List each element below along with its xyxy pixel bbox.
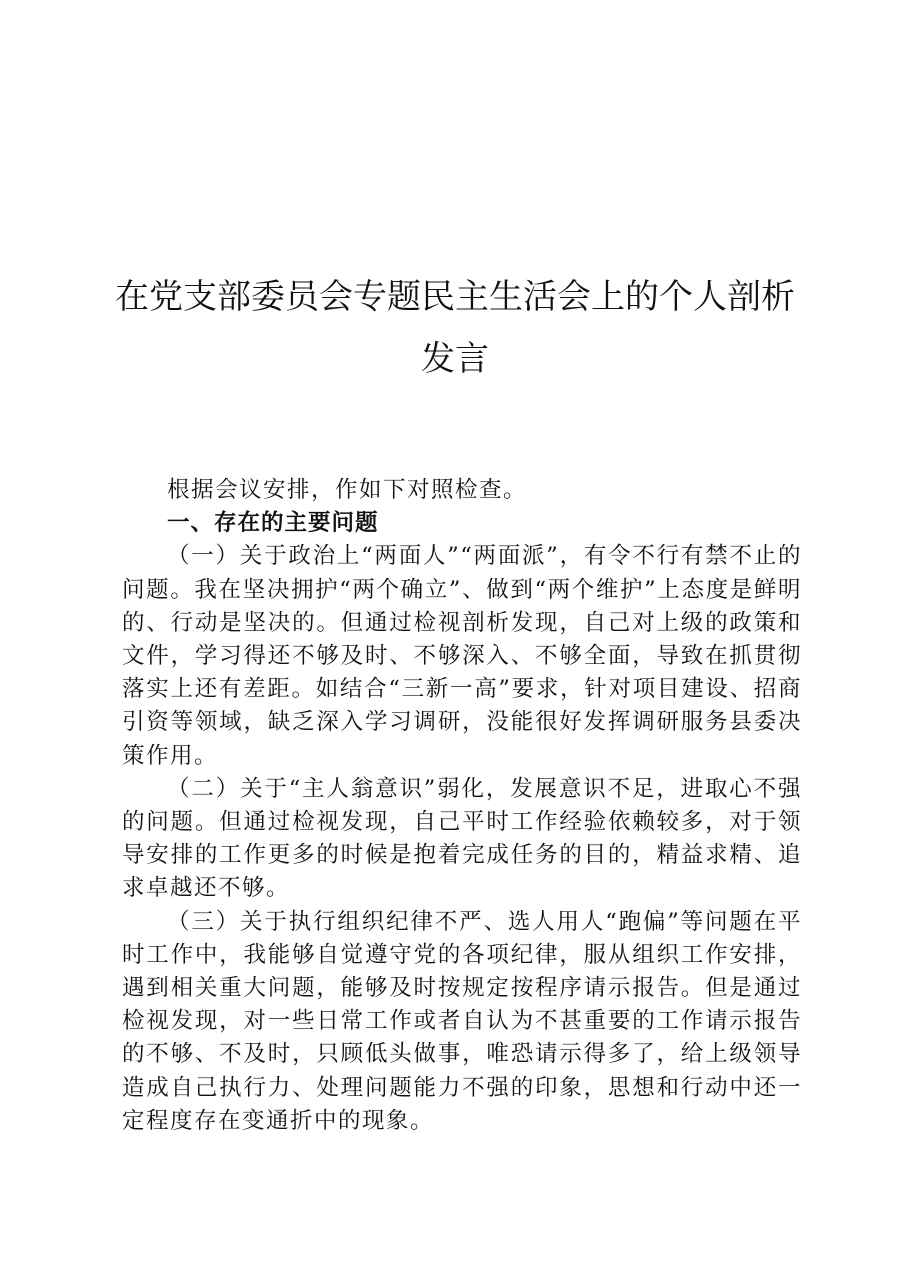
intro-paragraph: 根据会议安排，作如下对照检查。 bbox=[167, 477, 528, 503]
document-body bbox=[122, 474, 802, 1138]
section-heading: 一、存在的主要问题 bbox=[167, 510, 379, 537]
document-title: 在党支部委员会专题民主生活会上的个人剖析发言 bbox=[115, 277, 795, 379]
paragraph-3: （三）关于执行组织纪律不严、选人用人“跑偏”等问题在平时工作中，我能够自觉遵守党的各项纪律，服从组织工作安排，遇到相关重大问题，能够及时按规定按程序请示报告。但是通过检视发现，对一些日常工作或者自认为不甚重要的工作请示报告的不够、不及时，只顾低头做事，唯恐请示得多了，给上级领导造成自己执行力、处理问题能力不强的印象，思想和行动中还一定程度存在变通折中的现象。 bbox=[122, 908, 802, 1134]
paragraph-1: （一）关于政治上“两面人”“两面派”，有令不行有禁不止的问题。我在坚决拥护“两个确立”、做到“两个维护”上态度是鲜明的、行动是坚决的。但通过检视剖析发现，自己对上级的政策和文件，学习得还不够及时、不够深入、不够全面，导致在抓贯彻落实上还有差距。如结合“三新一高”要求，针对项目建设、招商引资等领域，缺乏深入学习调研，没能很好发挥调研服务县委决策作用。 bbox=[122, 543, 802, 769]
paragraph-2: （二）关于“主人翁意识”弱化，发展意识不足，进取心不强的问题。但通过检视发现，自己平时工作经验依赖较多，对于领导安排的工作更多的时候是抱着完成任务的目的，精益求精、追求卓越还不够。 bbox=[122, 775, 802, 902]
